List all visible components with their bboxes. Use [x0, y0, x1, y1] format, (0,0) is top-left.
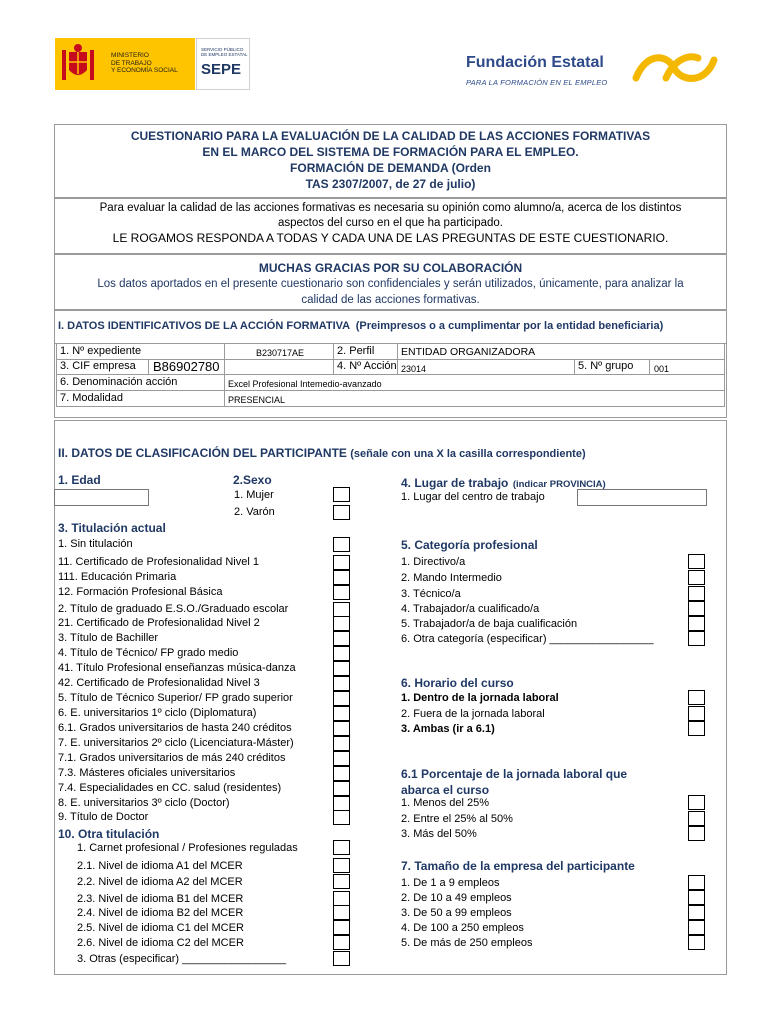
expediente-value: B230717AE	[256, 348, 305, 358]
tamano-checkbox[interactable]	[688, 875, 705, 890]
titulacion-checkbox[interactable]	[333, 676, 350, 691]
otra-titulacion-checkbox[interactable]	[333, 935, 350, 950]
categoria-option: 4. Trabajador/a cualificado/a	[401, 603, 540, 615]
categoria-checkbox[interactable]	[688, 570, 705, 585]
tamano-checkbox[interactable]	[688, 920, 705, 935]
titulacion-option: 41. Título Profesional enseñanzas música-danza	[58, 662, 296, 674]
sexo-checkbox-1[interactable]	[333, 487, 350, 502]
titulacion-option: 3. Título de Bachiller	[58, 632, 159, 644]
tamano-option: 4. De 100 a 250 empleos	[401, 922, 524, 934]
otra-titulacion-checkbox[interactable]	[333, 905, 350, 920]
title-line-3: FORMACIÓN DE DEMANDA (Orden	[290, 161, 491, 175]
otra-titulacion-option: 2.3. Nivel de idioma B1 del MCER	[77, 893, 244, 905]
titulacion-option: 8. E. universitarios 3º ciclo (Doctor)	[58, 797, 230, 809]
tamano-option: 3. De 50 a 99 empleos	[401, 907, 512, 919]
lugar-title: 4. Lugar de trabajo	[401, 476, 509, 490]
tamano-checkbox[interactable]	[688, 935, 705, 950]
categoria-option: 2. Mando Intermedio	[401, 572, 502, 584]
otra-titulacion-option: 1. Carnet profesional / Profesiones reguladas	[77, 842, 298, 854]
horario-title: 6. Horario del curso	[401, 676, 514, 690]
tamano-checkbox[interactable]	[688, 890, 705, 905]
titulacion-option: 9. Título de Doctor	[58, 811, 149, 823]
otra-titulacion-option: 2.5. Nivel de idioma C1 del MCER	[77, 922, 244, 934]
sexo-option-1: 1. Mujer	[234, 489, 274, 501]
expediente-label: 1. Nº expediente	[60, 345, 142, 357]
titulacion-option: 7.3. Másteres oficiales universitarios	[58, 767, 236, 779]
titulacion-option: 2. Título de graduado E.S.O./Graduado escolar	[58, 603, 289, 615]
thanks-line-2: calidad de las acciones formativas.	[301, 294, 480, 306]
titulacion-checkbox[interactable]	[333, 661, 350, 676]
titulacion-checkbox[interactable]	[333, 796, 350, 811]
titulacion-checkbox[interactable]	[333, 646, 350, 661]
porcentaje-option: 3. Más del 50%	[401, 828, 477, 840]
titulacion-option: 21. Certificado de Profesionalidad Nivel 2	[58, 617, 260, 629]
titulacion-option: 7. E. universitarios 2º ciclo (Licenciatura-Máster)	[58, 737, 294, 749]
categoria-checkbox[interactable]	[688, 601, 705, 616]
horario-option: 2. Fuera de la jornada laboral	[401, 708, 545, 720]
titulacion-option: 11. Certificado de Profesionalidad Nivel 1	[58, 556, 259, 568]
titulacion-checkbox[interactable]	[333, 631, 350, 646]
thanks-line-1: Los datos aportados en el presente cuestionario son confidenciales y serán utilizados, únicamente, para analizar la	[97, 278, 684, 290]
perfil-value: ENTIDAD ORGANIZADORA	[401, 346, 536, 358]
tamano-checkbox[interactable]	[688, 905, 705, 920]
section2-header	[58, 446, 586, 460]
titulacion-checkbox[interactable]	[333, 585, 350, 600]
section1-title: I. DATOS IDENTIFICATIVOS DE LA ACCIÓN FORMATIVA	[58, 320, 350, 332]
ministry-line-1: MINISTERIO	[111, 52, 149, 59]
ministry-logo	[55, 38, 195, 90]
titulacion-checkbox[interactable]	[333, 537, 350, 552]
titulacion-option: 6.1. Grados universitarios de hasta 240 créditos	[58, 722, 292, 734]
tamano-title: 7. Tamaño de la empresa del participante	[401, 859, 635, 873]
sexo-checkbox-2[interactable]	[333, 505, 350, 520]
titulacion-checkbox[interactable]	[333, 706, 350, 721]
otra-titulacion-option: 2.6. Nivel de idioma C2 del MCER	[77, 937, 244, 949]
tamano-option: 5. De más de 250 empleos	[401, 937, 533, 949]
titulacion-checkbox[interactable]	[333, 602, 350, 617]
modalidad-value: PRESENCIAL	[228, 395, 286, 405]
title-line-4: TAS 2307/2007, de 27 de julio)	[305, 177, 476, 191]
titulacion-option: 111. Educación Primaria	[58, 571, 177, 583]
titulacion-checkbox[interactable]	[333, 736, 350, 751]
horario-checkbox[interactable]	[688, 721, 705, 736]
categoria-checkbox[interactable]	[688, 554, 705, 569]
title-line-2: EN EL MARCO DEL SISTEMA DE FORMACIÓN PARA EL EMPLEO.	[202, 145, 579, 159]
titulacion-checkbox[interactable]	[333, 570, 350, 585]
denominacion-label: 6. Denominación acción	[60, 376, 178, 388]
titulacion-checkbox[interactable]	[333, 555, 350, 570]
otra-titulacion-title: 10. Otra titulación	[58, 827, 160, 841]
ministry-line-3: Y ECONOMÍA SOCIAL	[111, 67, 178, 74]
porcentaje-title-2: abarca el curso	[401, 783, 490, 797]
section2-subtitle: (señale con una X la casilla correspondiente)	[350, 448, 586, 460]
tamano-option: 2. De 10 a 49 empleos	[401, 892, 512, 904]
sexo-option-2: 2. Varón	[234, 506, 275, 518]
titulacion-option: 4. Título de Técnico/ FP grado medio	[58, 647, 239, 659]
categoria-option: 1. Directivo/a	[401, 556, 466, 568]
titulacion-option: 42. Certificado de Profesionalidad Nivel 3	[58, 677, 260, 689]
otra-titulacion-option: 2.1. Nivel de idioma A1 del MCER	[77, 860, 243, 872]
thanks-title: MUCHAS GRACIAS POR SU COLABORACIÓN	[258, 261, 523, 275]
otra-titulacion-checkbox[interactable]	[333, 840, 350, 855]
edad-input[interactable]	[54, 489, 149, 506]
otra-titulacion-checkbox[interactable]	[333, 920, 350, 935]
titulacion-option: 12. Formación Profesional Básica	[58, 586, 223, 598]
cif-value[interactable]: B86902780	[153, 359, 220, 374]
categoria-option: 5. Trabajador/a de baja cualificación	[401, 618, 578, 630]
ministry-line-2: DE TRABAJO	[111, 59, 152, 67]
title-line-1: CUESTIONARIO PARA LA EVALUACIÓN DE LA CALIDAD DE LAS ACCIONES FORMATIVAS	[130, 129, 651, 143]
horario-checkbox[interactable]	[688, 690, 705, 705]
cif-label: 3. CIF empresa	[60, 360, 136, 372]
sepe-small-2: DE EMPLEO ESTATAL	[201, 52, 248, 57]
porcentaje-checkbox[interactable]	[688, 795, 705, 810]
lugar-header	[401, 474, 606, 492]
horario-option: 3. Ambas (ir a 6.1)	[401, 723, 495, 735]
sexo-title: 2.Sexo	[233, 473, 272, 487]
titulacion-option: 6. E. universitarios 1º ciclo (Diplomatura)	[58, 707, 257, 719]
titulacion-checkbox[interactable]	[333, 781, 350, 796]
lugar-option: 1. Lugar del centro de trabajo	[401, 491, 545, 503]
sepe-text: SEPE	[201, 61, 242, 78]
accion-label: 4. Nº Acción	[337, 360, 397, 372]
otra-titulacion-checkbox[interactable]	[333, 874, 350, 889]
lugar-input[interactable]	[577, 489, 707, 506]
titulacion-checkbox[interactable]	[333, 751, 350, 766]
sepe-small-1: SERVICIO PÚBLICO	[201, 47, 244, 52]
fundae-logo	[466, 52, 726, 92]
horario-option: 1. Dentro de la jornada laboral	[401, 692, 559, 704]
intro-line-3: LE ROGAMOS RESPONDA A TODAS Y CADA UNA DE LAS PREGUNTAS DE ESTE CUESTIONARIO.	[112, 231, 669, 245]
section1-header	[58, 320, 663, 332]
porcentaje-option: 2. Entre el 25% al 50%	[401, 813, 513, 825]
denominacion-value: Excel Profesional Intemedio-avanzado	[228, 379, 382, 389]
categoria-option: 3. Técnico/a	[401, 588, 461, 600]
accion-value: 23014	[401, 364, 427, 374]
titulacion-option: 7.1. Grados universitarios de más 240 créditos	[58, 752, 286, 764]
otra-titulacion-option: 2.4. Nivel de idioma B2 del MCER	[77, 907, 244, 919]
categoria-checkbox[interactable]	[688, 616, 705, 631]
titulacion-option: 5. Título de Técnico Superior/ FP grado superior	[58, 692, 293, 704]
titulacion-title: 3. Titulación actual	[58, 521, 166, 535]
grupo-label: 5. Nº grupo	[578, 360, 634, 372]
porcentaje-title-1: 6.1 Porcentaje de la jornada laboral que	[401, 767, 628, 781]
otra-titulacion-checkbox[interactable]	[333, 951, 350, 966]
otra-titulacion-checkbox[interactable]	[333, 891, 350, 906]
titulacion-option: 7.4. Especialidades en CC. salud (residentes)	[58, 782, 282, 794]
grupo-value: 001	[654, 364, 670, 374]
fundae-subtitle: PARA LA FORMACIÓN EN EL EMPLEO	[466, 78, 608, 87]
titulacion-checkbox[interactable]	[333, 691, 350, 706]
titulacion-checkbox[interactable]	[333, 766, 350, 781]
lugar-note: (indicar PROVINCIA)	[512, 479, 606, 490]
categoria-option: 6. Otra categoría (especificar) _________________	[401, 633, 654, 645]
titulacion-option: 1. Sin titulación	[58, 538, 133, 550]
tamano-option: 1. De 1 a 9 empleos	[401, 877, 500, 889]
categoria-checkbox[interactable]	[688, 586, 705, 601]
perfil-label: 2. Perfil	[337, 345, 375, 357]
horario-checkbox[interactable]	[688, 706, 705, 721]
categoria-checkbox[interactable]	[688, 631, 705, 646]
section2-title: II. DATOS DE CLASIFICACIÓN DEL PARTICIPANTE	[58, 446, 347, 460]
intro-line-1: Para evaluar la calidad de las acciones formativas es necesaria su opinión como alumno/a, acerca de los distintos	[99, 202, 682, 214]
titulacion-checkbox[interactable]	[333, 721, 350, 736]
porcentaje-title	[401, 766, 627, 798]
modalidad-label: 7. Modalidad	[60, 392, 123, 404]
titulacion-checkbox[interactable]	[333, 810, 350, 825]
otra-titulacion-option: 3. Otras (especificar) _________________	[77, 953, 287, 965]
titulacion-checkbox[interactable]	[333, 616, 350, 631]
edad-title: 1. Edad	[58, 473, 101, 487]
section1-subtitle: (Preimpresos o a cumplimentar por la entidad beneficiaria)	[355, 320, 664, 332]
coat-of-arms-icon	[60, 42, 96, 86]
sepe-logo	[196, 38, 250, 90]
otra-titulacion-option: 2.2. Nivel de idioma A2 del MCER	[77, 876, 243, 888]
otra-titulacion-checkbox[interactable]	[333, 858, 350, 873]
porcentaje-checkbox[interactable]	[688, 826, 705, 841]
categoria-title: 5. Categoría profesional	[401, 538, 538, 552]
fundae-infinity-icon	[626, 48, 726, 88]
intro-line-2: aspectos del curso en el que ha participado.	[277, 217, 504, 229]
porcentaje-checkbox[interactable]	[688, 811, 705, 826]
porcentaje-option: 1. Menos del 25%	[401, 797, 490, 809]
fundae-title: Fundación Estatal	[466, 54, 604, 71]
